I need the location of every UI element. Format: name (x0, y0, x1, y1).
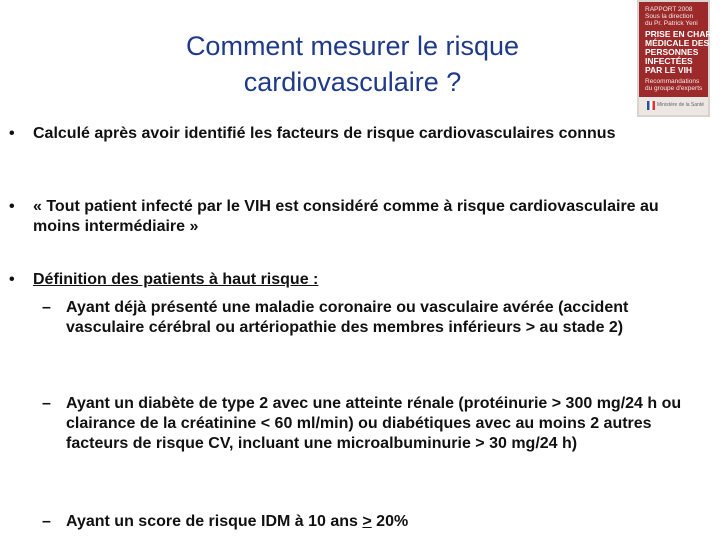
sub-bullet-text-part: 20% (371, 513, 409, 530)
cover-line: PRISE EN CHARGE (645, 29, 724, 39)
bullet-dot-icon: • (9, 271, 15, 288)
bullet-dot-icon: • (9, 198, 15, 215)
slide-title (100, 28, 605, 100)
cover-line: INFECTÉES (645, 56, 693, 66)
cover-line: MÉDICALE DES (645, 38, 710, 48)
bullet-text: « Tout patient infecté par le VIH est considéré comme à risque cardiovasculaire au moins intermédiaire » (33, 198, 659, 235)
dash-marker: – (42, 299, 51, 316)
bullet-dot-icon: • (9, 125, 15, 142)
cover-line: du groupe d'experts (645, 85, 703, 92)
slide-title-line-2: cardiovasculaire ? (243, 67, 462, 97)
cover-line: PERSONNES (645, 47, 699, 57)
sub-bullet-text-part: Ayant un score de risque IDM à 10 ans (66, 513, 363, 530)
cover-line: RAPPORT 2008 (645, 6, 693, 13)
greater-or-equal-symbol: > (362, 513, 372, 530)
sub-bullet-text (66, 512, 706, 532)
cover-line: Recommandations (645, 78, 700, 85)
bullet-text: Calculé après avoir identifié les facteurs de risque cardiovasculaires connus (33, 125, 616, 142)
cover-footer (639, 97, 708, 115)
slide-title-line-1: Comment mesurer le risque (185, 31, 520, 61)
dash-marker: – (42, 513, 51, 530)
bullet-text: Définition des patients à haut risque : (33, 271, 319, 288)
french-republic-emblem-icon (647, 101, 655, 110)
cover-publisher: Ministère de la Santé (657, 102, 704, 108)
cover-line: du Pr. Patrick Yeni (645, 20, 698, 27)
sub-bullet-text: Ayant un diabète de type 2 avec une atteinte rénale (protéinurie > 300 mg/24 h ou clairance de la créatinine < 60 ml/min) ou diabétiques avec au moins 2 autres facteurs de risque CV, incluant une microalbuminurie > 30 mg/24 h) (66, 395, 682, 452)
dash-marker: – (42, 395, 51, 412)
cover-line: Sous la direction (645, 13, 694, 20)
cover-line: PAR LE VIH (645, 65, 693, 75)
report-cover-image (637, 0, 724, 117)
sub-bullet-text: Ayant déjà présenté une maladie coronaire ou vasculaire avérée (accident vasculaire cérébral ou artériopathie des membres inférieurs > au stade 2) (66, 299, 629, 336)
